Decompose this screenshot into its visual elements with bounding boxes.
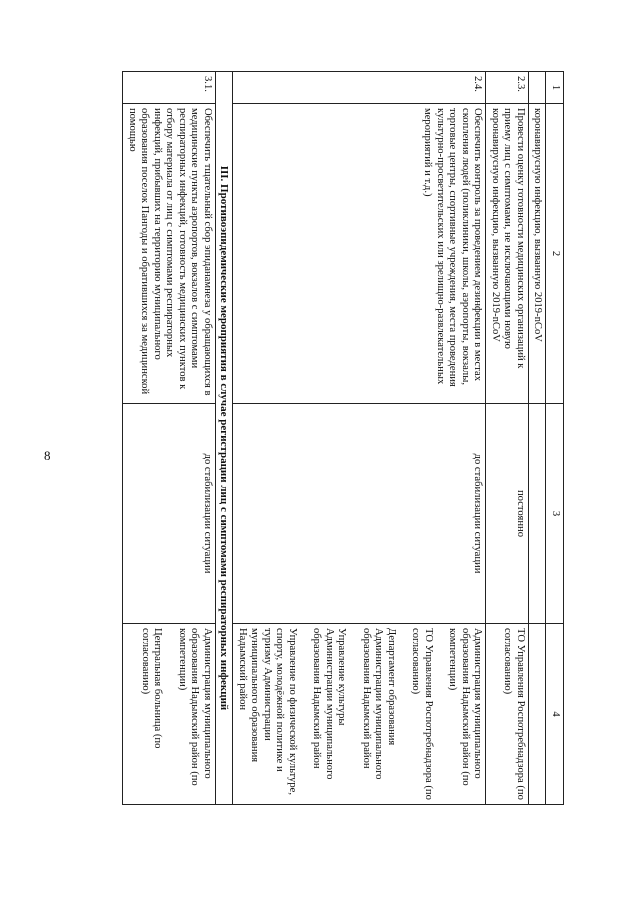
- col-header-4: 4: [546, 624, 564, 805]
- row-action: коронавирусную инфекцию, вызванную 2019-nCoV: [529, 104, 547, 404]
- table-row: [529, 72, 547, 805]
- responsible-entry: Департамент образования Администрации муниципального образования Надымский район: [361, 628, 397, 780]
- col-header-3: 3: [546, 404, 564, 624]
- row-action: Обеспечить контроль за проведением дезинфекции в местах скопления людей (поликлиники, школы, аэропорты, вокзалы, торговые центры, спортивные учреждения, места проведения культурно-просветительских или зрелищно-развлекательных мероприятий и т.д.): [233, 104, 486, 404]
- table-row: [486, 72, 529, 805]
- row-responsible: [486, 624, 529, 805]
- row-number: [529, 72, 547, 104]
- responsible-entry: Центральная больница (по согласованию): [140, 628, 164, 749]
- header-row: [546, 72, 564, 805]
- rotated-table-block: [126, 71, 564, 804]
- row-number: 3.1.: [123, 72, 216, 104]
- table-row: [123, 72, 216, 805]
- row-action: Обеспечить тщательный сбор эпиданамнеза у обращающихся в медицинские пункты аэропортов, вокзалов с симптомами респираторных инфекций, готовность медицинских пунктов к отбору материала от лиц с симптомами респираторных инфекций, прибывших на территорию муниципального образования поселок Пангоды и обратившихся за медицинской помощью: [123, 104, 216, 404]
- col-header-1: 1: [546, 72, 564, 104]
- row-responsible: [529, 624, 547, 805]
- responsible-entry: Администрация муниципального образования Надымский район (по компетенции): [177, 628, 213, 786]
- row-term: [529, 404, 547, 624]
- row-term: до стабилизации ситуации: [123, 404, 216, 624]
- responsible-entry: Управление по физической культуре, спорту, молодёжной политике и туризму Администрации муниципального образования Надымский район: [237, 628, 298, 795]
- table-row: [233, 72, 486, 805]
- responsible-entry: Администрация муниципального образования Надымский район (по компетенции): [447, 628, 484, 786]
- section-title: III. Противоэпидемические мероприятия в случае регистрации лиц с симптомами респираторных инфекций: [216, 72, 234, 805]
- page-number: 8: [44, 448, 51, 463]
- measures-table: [123, 71, 565, 805]
- responsible-entry: ТО Управления Роспотребнадзора (по согласованию): [502, 628, 526, 800]
- section-row: [216, 72, 234, 805]
- responsible-entry: Управление культуры Администрации муниципального образования Надымский район: [311, 628, 348, 780]
- responsible-entry: ТО Управления Роспотребнадзора (по согласованию): [410, 628, 434, 800]
- col-header-2: 2: [546, 104, 564, 404]
- row-action: Провести оценку готовности медицинских организаций к приему лиц с симптомами, не исключающими новую коронавирусную инфекцию, вызванную 2019-nCoV: [486, 104, 529, 404]
- row-responsible: [123, 624, 216, 805]
- row-number: 2.4.: [233, 72, 486, 104]
- row-responsible: [233, 624, 486, 805]
- row-number: 2.3.: [486, 72, 529, 104]
- row-term: постоянно: [486, 404, 529, 624]
- row-term: до стабилизации ситуации: [233, 404, 486, 624]
